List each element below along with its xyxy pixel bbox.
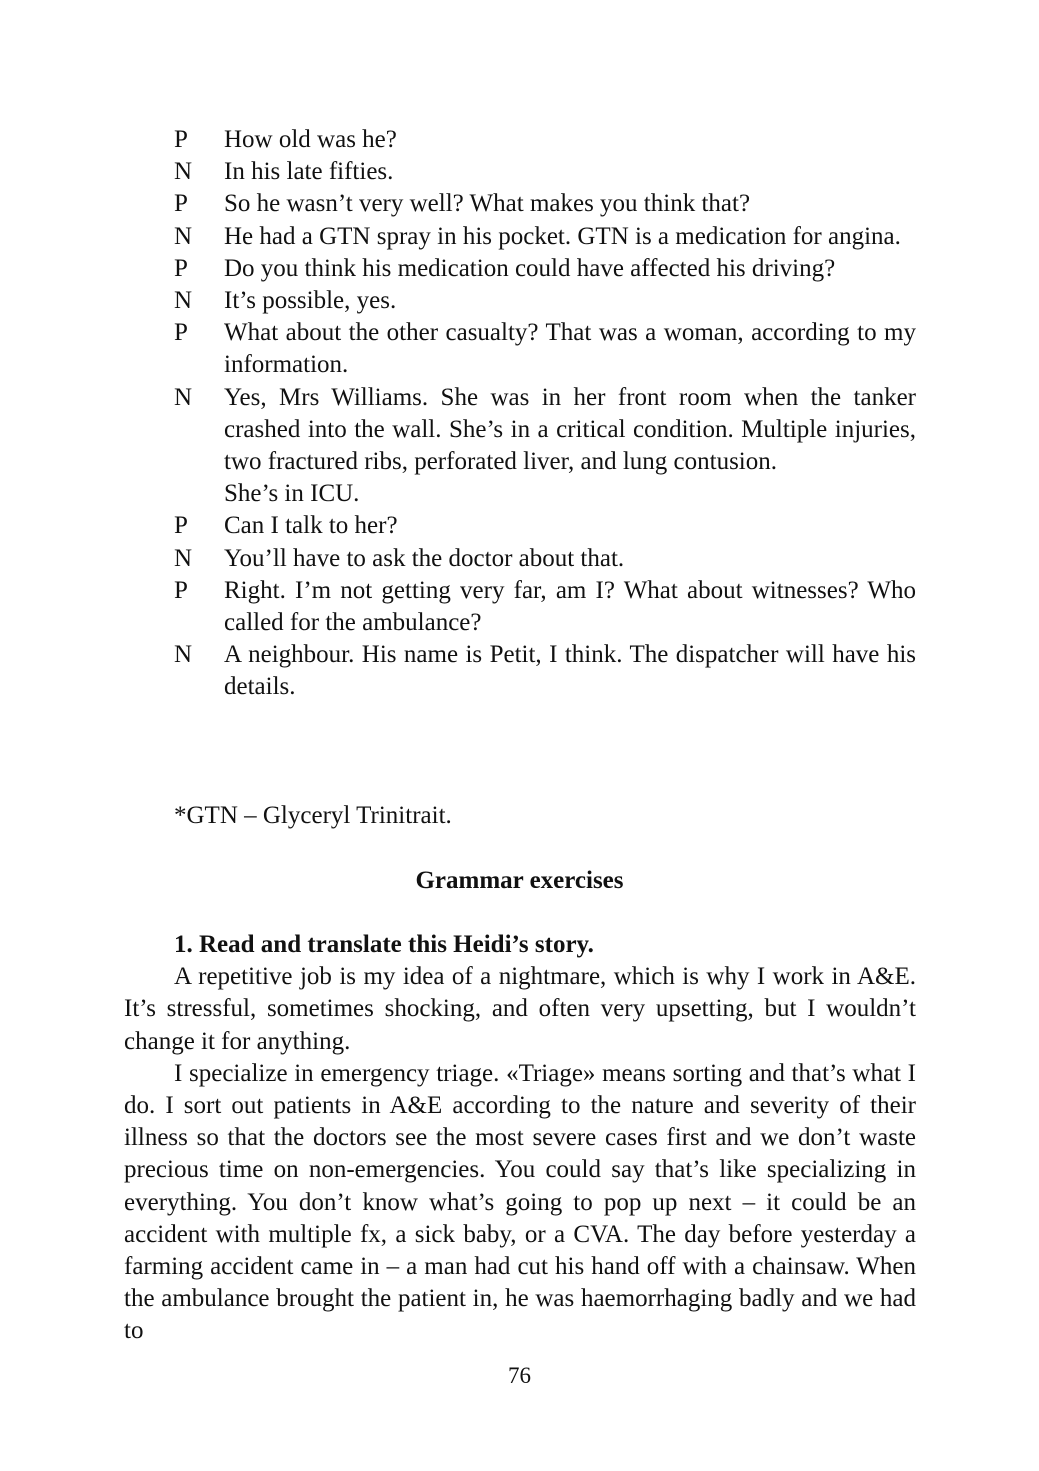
dialogue	[174, 124, 916, 704]
dialogue-text: He had a GTN spray in his pocket. GTN is a medication for angina.	[224, 222, 901, 250]
dialogue-text: What about the other casualty? That was a woman, according to my information.	[224, 319, 916, 379]
dialogue-text: It’s possible, yes.	[224, 287, 397, 315]
speaker-label: N	[174, 383, 193, 411]
footnote: *GTN – Glyceryl Trinitrait.	[174, 802, 452, 829]
speaker-label: P	[174, 512, 188, 540]
dialogue-line	[174, 124, 916, 156]
dialogue-text: Can I talk to her?	[224, 512, 398, 540]
speaker-label: N	[174, 158, 193, 186]
speaker-label: P	[174, 254, 188, 282]
exercise	[124, 929, 916, 1348]
dialogue-line	[174, 317, 916, 381]
dialogue-line	[174, 253, 916, 285]
dialogue-line	[174, 382, 916, 511]
speaker-label: P	[174, 126, 188, 153]
dialogue-text: How old was he?	[224, 126, 397, 153]
dialogue-text: Right. I’m not getting very far, am I? What about witnesses? Who called for the ambulance?	[224, 576, 916, 637]
dialogue-text: You’ll have to ask the doctor about that.	[224, 544, 625, 572]
dialogue-text: Do you think his medication could have affected his driving?	[224, 254, 836, 282]
dialogue-text: In his late fifties.	[224, 158, 394, 186]
page-number: 76	[508, 1363, 531, 1388]
section-heading: Grammar exercises	[415, 867, 624, 894]
speaker-label: P	[174, 319, 188, 347]
dialogue-text: A neighbour. His name is Petit, I think. The dispatcher will have his details.	[224, 641, 916, 701]
speaker-label: P	[174, 190, 188, 218]
dialogue-text: So he wasn’t very well? What makes you think that?	[224, 190, 751, 218]
speaker-label: N	[174, 287, 193, 315]
speaker-label: N	[174, 641, 193, 669]
speaker-label: N	[174, 222, 193, 250]
dialogue-line	[174, 575, 916, 639]
dialogue-line	[174, 543, 916, 575]
speaker-label: P	[174, 576, 188, 604]
dialogue-line	[174, 285, 916, 317]
story-paragraph: I specialize in emergency triage. «Triage» means sorting and that’s what I do. I sort out patients in A&E according to the nature and severity of their illness so that the doctors see the most severe cases first and we don’t waste precious time on non-emergencies. You could say that’s like specializing in everything. You don’t know what’s going to pop up next – it could be an accident with multiple fx, a sick baby, or a CVA. The day before yesterday a farming accident came in – a man had cut his hand off with a chainsaw. When the ambulance brought the patient in, he was haemorrhaging badly and we had to	[124, 1059, 916, 1345]
story-paragraph: A repetitive job is my idea of a nightmare, which is why I work in A&E. It’s stressful, sometimes shocking, and often very upsetting, but I wouldn’t change it for anything.	[124, 963, 916, 1055]
speaker-label: N	[174, 544, 193, 572]
exercise-task: 1. Read and translate this Heidi’s story.	[174, 931, 594, 958]
dialogue-line	[174, 156, 916, 188]
dialogue-line	[174, 510, 916, 542]
dialogue-line	[174, 221, 916, 253]
dialogue-text-continued: She’s in ICU.	[224, 480, 360, 508]
dialogue-text: Yes, Mrs Williams. She was in her front room when the tanker crashed into the wall. She’s in a critical condition. Multiple injuries, two fractured ribs, perforated liver, and lung contusion.	[224, 383, 916, 476]
dialogue-line	[174, 188, 916, 220]
dialogue-line	[174, 639, 916, 703]
dialogue-text-block	[224, 382, 916, 511]
